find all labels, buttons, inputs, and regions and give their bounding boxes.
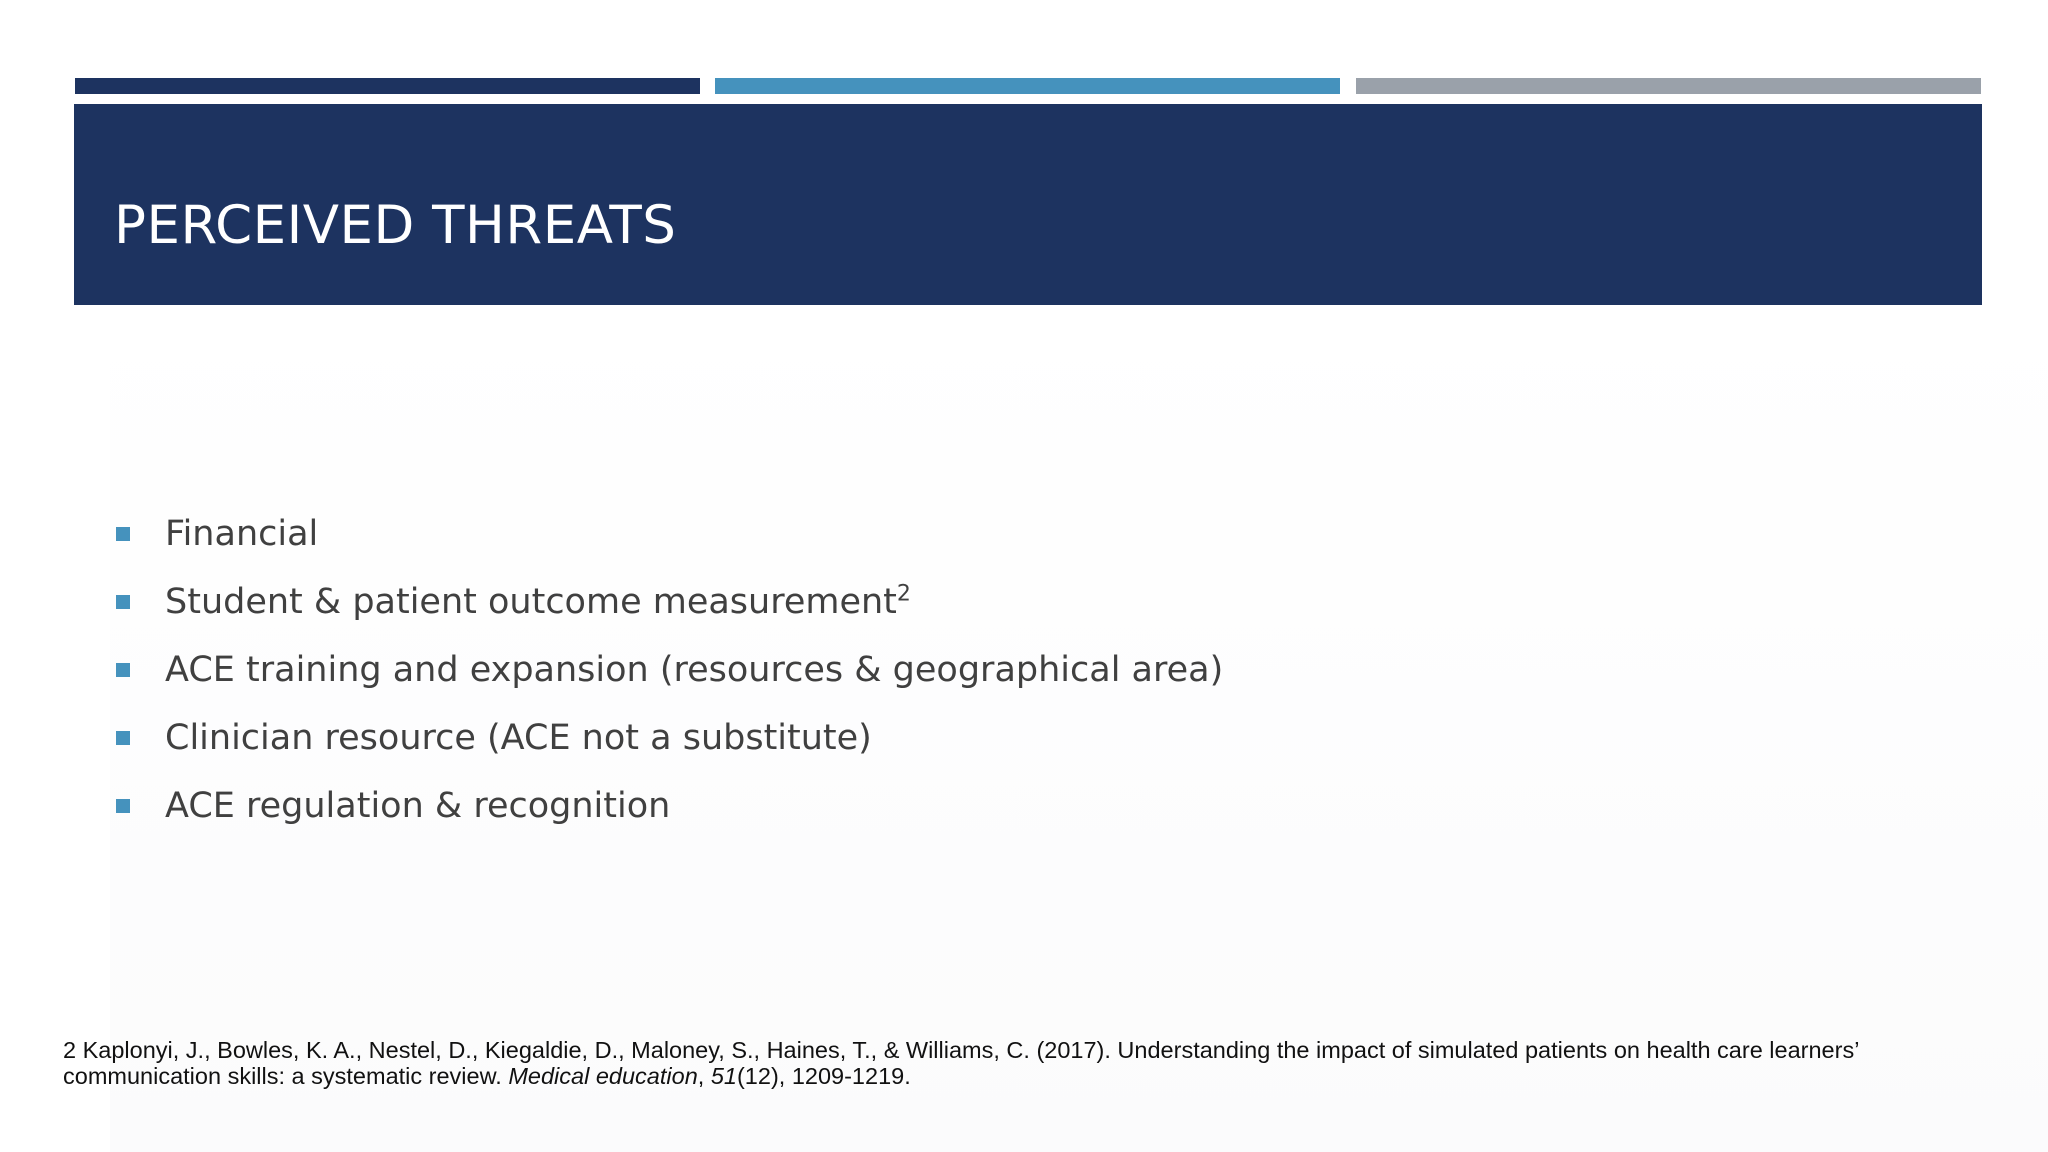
accent-bar-gray xyxy=(1356,78,1981,94)
slide-title: PERCEIVED THREATS xyxy=(114,195,677,256)
reference-journal: Medical education xyxy=(508,1063,698,1089)
bullet-item xyxy=(116,500,1223,568)
bullet-text: ACE regulation & recognition xyxy=(165,786,671,826)
square-bullet-icon xyxy=(116,595,130,609)
reference-volume: 51 xyxy=(710,1063,737,1089)
square-bullet-icon xyxy=(116,731,130,745)
bullet-item xyxy=(116,704,1223,772)
square-bullet-icon xyxy=(116,663,130,677)
bullet-item xyxy=(116,636,1223,704)
square-bullet-icon xyxy=(116,799,130,813)
square-bullet-icon xyxy=(116,527,130,541)
bullet-text: Clinician resource (ACE not a substitute) xyxy=(165,718,872,758)
reference-part-2: , xyxy=(697,1063,711,1089)
bullet-item xyxy=(116,568,1223,636)
bullet-list xyxy=(116,500,1223,840)
citation-superscript: 2 xyxy=(896,581,911,607)
bullet-text: ACE training and expansion (resources & geographical area) xyxy=(165,650,1224,690)
accent-bar-blue xyxy=(715,78,1340,94)
reference-part-3: (12), 1209-1219. xyxy=(736,1063,911,1089)
bullet-text: Financial xyxy=(165,514,319,554)
bullet-item xyxy=(116,772,1223,840)
reference-citation xyxy=(63,1037,2023,1089)
bullet-text: Student & patient outcome measurement$^2$ xyxy=(165,581,911,622)
title-band xyxy=(74,104,1982,305)
reference-part-1: 2 Kaplonyi, J., Bowles, K. A., Nestel, D., Kiegaldie, D., Maloney, S., Haines, T., & Williams, C. (2017). Understanding the impact of simulated patients on health care learners’ communication skills: a systematic review. xyxy=(63,1037,1859,1089)
accent-bar-navy xyxy=(75,78,700,94)
